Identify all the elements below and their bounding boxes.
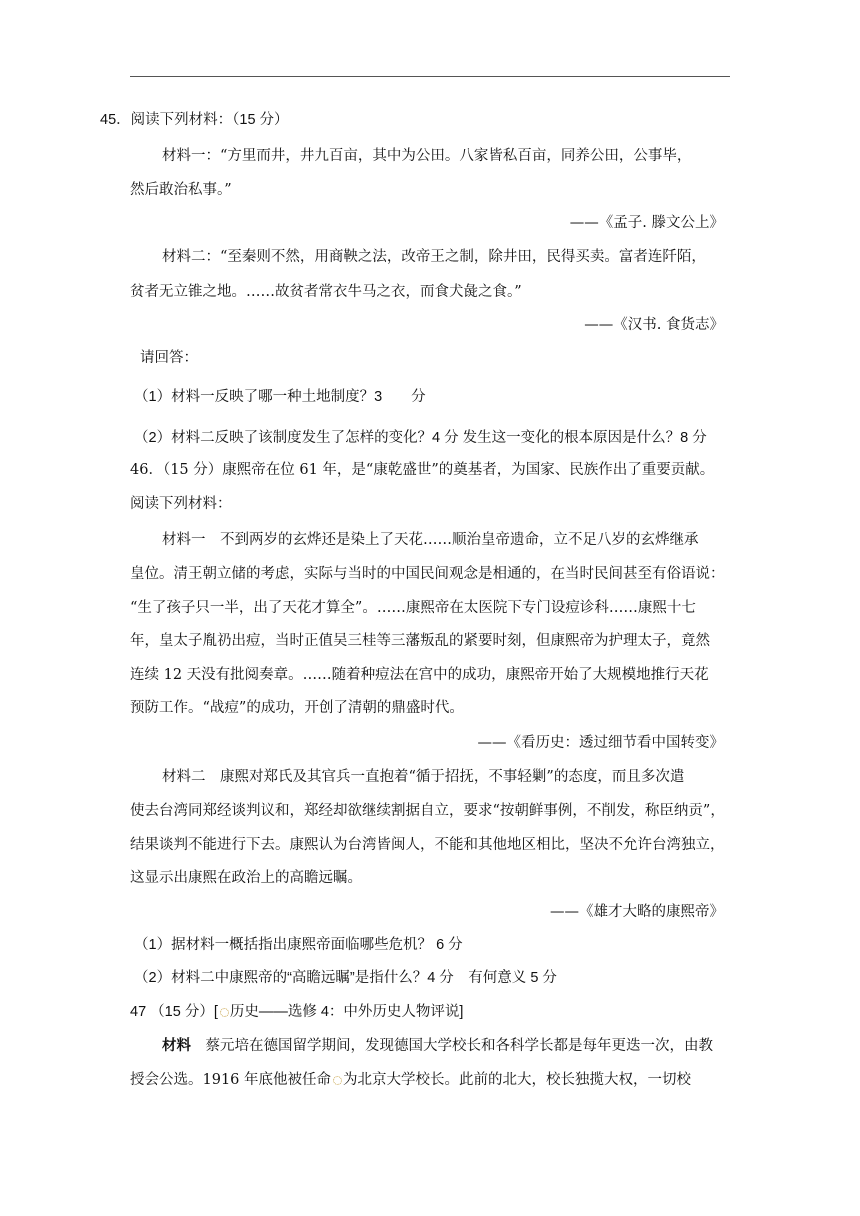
q45-material2-source: ——《汉书. 食货志》 xyxy=(584,317,724,333)
anchor-mark-icon xyxy=(220,1008,229,1017)
q46-material1-line5: 连续 12 天没有批阅奏章。……随着种痘法在宫中的成功，康熙帝开始了大规模地推行天花 xyxy=(130,667,709,683)
q46-material2-line2: 使去台湾同郑经谈判议和，郑经却欲继续割据自立，要求“按朝鲜事例，不削发，称臣纳贡”， xyxy=(130,803,725,819)
q46-material1-line4: 年，皇太子胤礽出痘，当时正值吴三桂等三藩叛乱的紧要时刻，但康熙帝为护理太子，竟然 xyxy=(130,633,710,649)
q46-material1-source: ——《看历史：透过细节看中国转变》 xyxy=(477,735,724,751)
anchor-mark-icon xyxy=(333,1076,342,1085)
q46-header-line1: 46．（15 分）康熙帝在位 61 年，是“康乾盛世”的奠基者，为国家、民族作出了重要贡献。 xyxy=(130,462,715,478)
q47-material-text1: 蔡元培在德国留学期间，发现德国大学校长和各科学长都是每年更迭一次，由教 xyxy=(191,1038,713,1054)
q45-material2-line2: 贫者无立锥之地。……故贫者常衣牛马之衣，而食犬彘之食。” xyxy=(130,284,522,300)
q45-header: 45．阅读下列材料：（15 分） xyxy=(100,112,289,128)
q47-header xyxy=(130,1002,463,1022)
q45-prompt: 请回答： xyxy=(140,350,198,366)
q46-material2-line1: 材料二 康熙对郑氏及其官兵一直抱着“循于招抚，不事轻剿”的态度，而且多次遣 xyxy=(162,769,685,785)
q46-material2-line4: 这显示出康熙在政治上的高瞻远瞩。 xyxy=(130,870,362,886)
q46-question1: （1）据材料一概括指出康熙帝面临哪些危机？ 6 分 xyxy=(134,937,463,953)
q47-material-label: 材料 xyxy=(162,1037,191,1054)
q46-material2-source: ——《雄才大略的康熙帝》 xyxy=(550,904,724,920)
header-rule xyxy=(130,76,730,77)
q45-material2-line1: 材料二：“至秦则不然，用商鞅之法，改帝王之制，除井田，民得买卖。富者连阡陌， xyxy=(162,249,706,265)
q47-material-text2b: 为北京大学校长。此前的北大，校长独揽大权，一切校 xyxy=(343,1072,692,1088)
q46-material1-line3: “生了孩子只一半，出了天花才算全”。……康熙帝在太医院下专门设痘诊科……康熙十七 xyxy=(130,600,696,616)
q46-material1-line2: 皇位。清王朝立储的考虑，实际与当时的中国民间观念是相通的，在当时民间甚至有俗语说： xyxy=(130,566,725,582)
q45-question2: （2）材料二反映了该制度发生了怎样的变化？4 分 发生这一变化的根本原因是什么？8 分 xyxy=(134,430,707,446)
q47-material-line1 xyxy=(162,1036,713,1056)
q46-header-line2: 阅读下列材料： xyxy=(130,496,232,512)
q45-question1: （1）材料一反映了哪一种土地制度？3 分 xyxy=(134,389,426,405)
q47-material-line2 xyxy=(130,1070,691,1090)
q46-material1-line6: 预防工作。“战痘”的成功，开创了清朝的鼎盛时代。 xyxy=(130,700,464,716)
q47-header-title: 历史——选修 4：中外历史人物评说] xyxy=(229,1004,464,1020)
q46-question2: （2）材料二中康熙帝的“高瞻远瞩”是指什么？4 分 有何意义 5 分 xyxy=(134,970,557,986)
q46-material2-line3: 结果谈判不能进行下去。康熙认为台湾皆闽人，不能和其他地区相比，坚决不允许台湾独立， xyxy=(130,837,725,853)
q46-material1-line1: 材料一 不到两岁的玄烨还是染上了天花……顺治皇帝遗命，立不足八岁的玄烨继承 xyxy=(162,532,699,548)
q45-material1-line1: 材料一：“方里而井，井九百亩，其中为公田。八家皆私百亩，同养公田，公事毕， xyxy=(162,148,692,164)
q45-material1-line2: 然后敢治私事。” xyxy=(130,182,232,198)
q47-material-text2a: 授会公选。1916 年底他被任命 xyxy=(130,1072,332,1088)
q47-header-number: 47 （15 分）[ xyxy=(130,1004,218,1020)
q45-material1-source: ——《孟子. 滕文公上》 xyxy=(569,215,724,231)
